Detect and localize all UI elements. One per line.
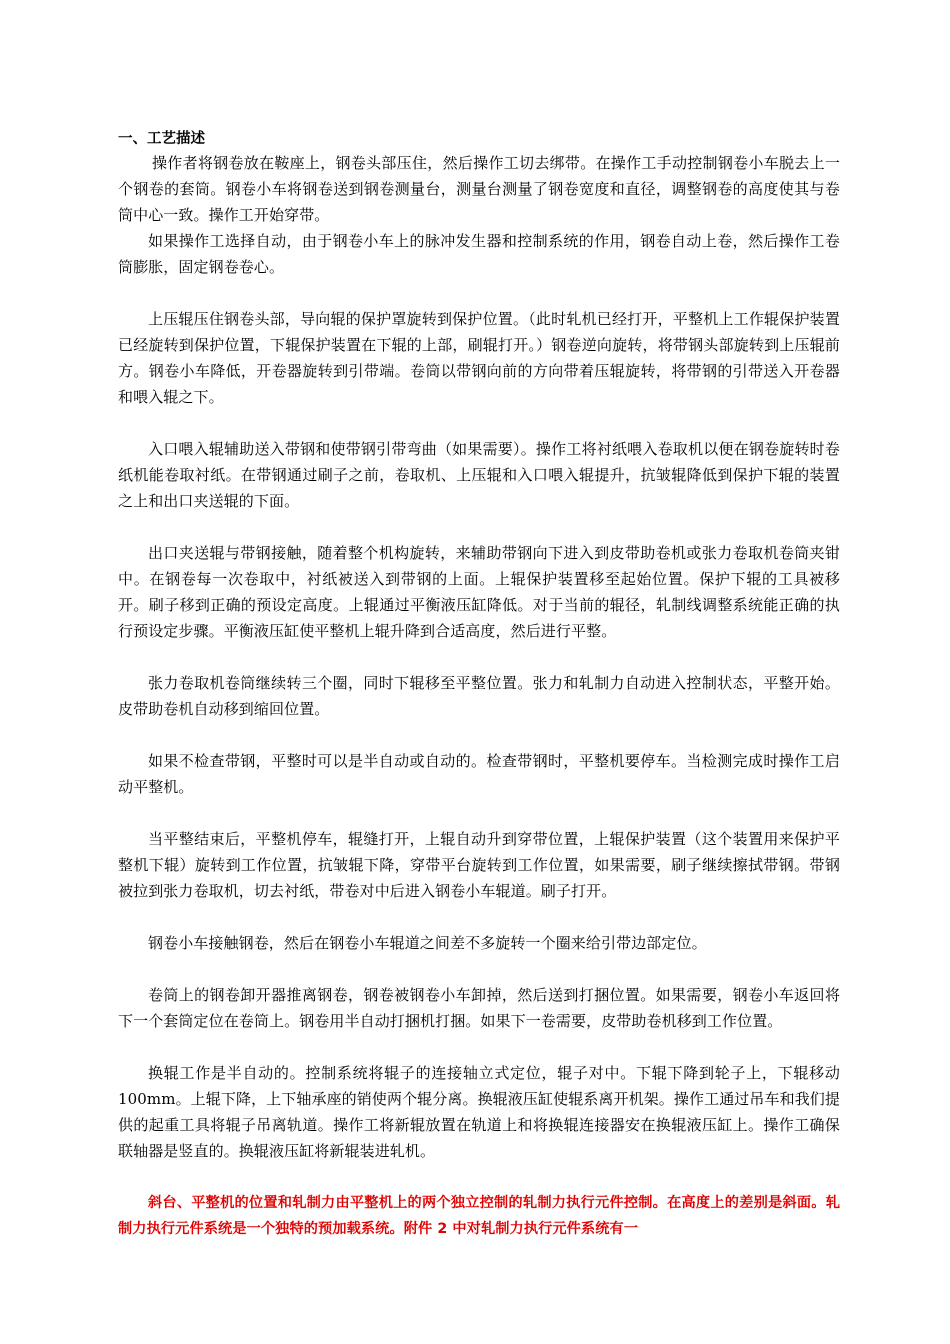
paragraph-11: 换辊工作是半自动的。控制系统将辊子的连接轴立式定位，辊子对中。下辊下降到轮子上，下辊移动 100mm。上辊下降，上下轴承座的销使两个辊分离。换辊液压缸使辊系离开机架。操作工通过吊车和我们提供的起重工具将辊子吊离轨道。操作工将新辊放置在轨道上和将换辊连接器安在换辊液压缸上。操作工确保联轴器是竖直的。换辊液压缸将新辊装进轧机。 [118,1064,840,1160]
paragraph-7: 如果不检查带钢，平整时可以是半自动或自动的。检查带钢时，平整机要停车。当检测完成时操作工启动平整机。 [118,752,840,796]
paragraph-4: 入口喂入辊辅助送入带钢和使带钢引带弯曲（如果需要）。操作工将衬纸喂入卷取机以便在钢卷旋转时卷纸机能卷取衬纸。在带钢通过刷子之前，卷取机、上压辊和入口喂入辊提升，抗皱辊降低到保护下辊的装置之上和出口夹送辊的下面。 [118,440,840,510]
section-heading: 一、工艺描述 [118,131,205,147]
paragraph-10: 卷筒上的钢卷卸开器推离钢卷，钢卷被钢卷小车卸掉，然后送到打捆位置。如果需要，钢卷小车返回将下一个套筒定位在卷筒上。钢卷用半自动打捆机打捆。如果下一卷需要，皮带助卷机移到工作位置。 [118,986,840,1030]
paragraph-1: 操作者将钢卷放在鞍座上，钢卷头部压住，然后操作工切去绑带。在操作工手动控制钢卷小车脱去上一个钢卷的套筒。钢卷小车将钢卷送到钢卷测量台，测量台测量了钢卷宽度和直径，调整钢卷的高度使其与卷筒中心一致。操作工开始穿带。 [118,154,840,224]
document-page [118,128,840,1242]
paragraph-5: 出口夹送辊与带钢接触，随着整个机构旋转，来辅助带钢向下进入到皮带助卷机或张力卷取机卷筒夹钳中。在钢卷每一次卷取中，衬纸被送入到带钢的上面。上辊保护装置移至起始位置。保护下辊的工具被移开。刷子移到正确的预设定高度。上辊通过平衡液压缸降低。对于当前的辊径，轧制线调整系统能正确的执行预设定步骤。平衡液压缸使平整机上辊升降到合适高度，然后进行平整。 [118,544,840,640]
paragraph-2: 如果操作工选择自动，由于钢卷小车上的脉冲发生器和控制系统的作用，钢卷自动上卷，然后操作工卷筒膨胀，固定钢卷卷心。 [118,232,840,276]
paragraph-9: 钢卷小车接触钢卷，然后在钢卷小车辊道之间差不多旋转一个圈来给引带边部定位。 [148,934,707,952]
paragraph-8: 当平整结束后，平整机停车，辊缝打开，上辊自动升到穿带位置，上辊保护装置（这个装置用来保护平整机下辊）旋转到工作位置，抗皱辊下降，穿带平台旋转到工作位置，如果需要，刷子继续擦拭带钢。带钢被拉到张力卷取机，切去衬纸，带卷对中后进入钢卷小车辊道。刷子打开。 [118,830,840,900]
highlight-paragraph: 斜台、平整机的位置和轧制力由平整机上的两个独立控制的轧制力执行元件控制。在高度上的差别是斜面。轧制力执行元件系统是一个独特的预加载系统。附件 2 中对轧制力执行元件系统有一 [118,1195,840,1237]
paragraph-6: 张力卷取机卷筒继续转三个圈，同时下辊移至平整位置。张力和轧制力自动进入控制状态，平整开始。皮带助卷机自动移到缩回位置。 [118,674,840,718]
paragraph-3: 上压辊压住钢卷头部，导向辊的保护罩旋转到保护位置。（此时轧机已经打开，平整机上工作辊保护装置已经旋转到保护位置，下辊保护装置在下辊的上部，刷辊打开。）钢卷逆向旋转，将带钢头部旋转到上压辊前方。钢卷小车降低，开卷器旋转到引带端。卷筒以带钢向前的方向带着压辊旋转，将带钢的引带送入开卷器和喂入辊之下。 [118,310,840,406]
